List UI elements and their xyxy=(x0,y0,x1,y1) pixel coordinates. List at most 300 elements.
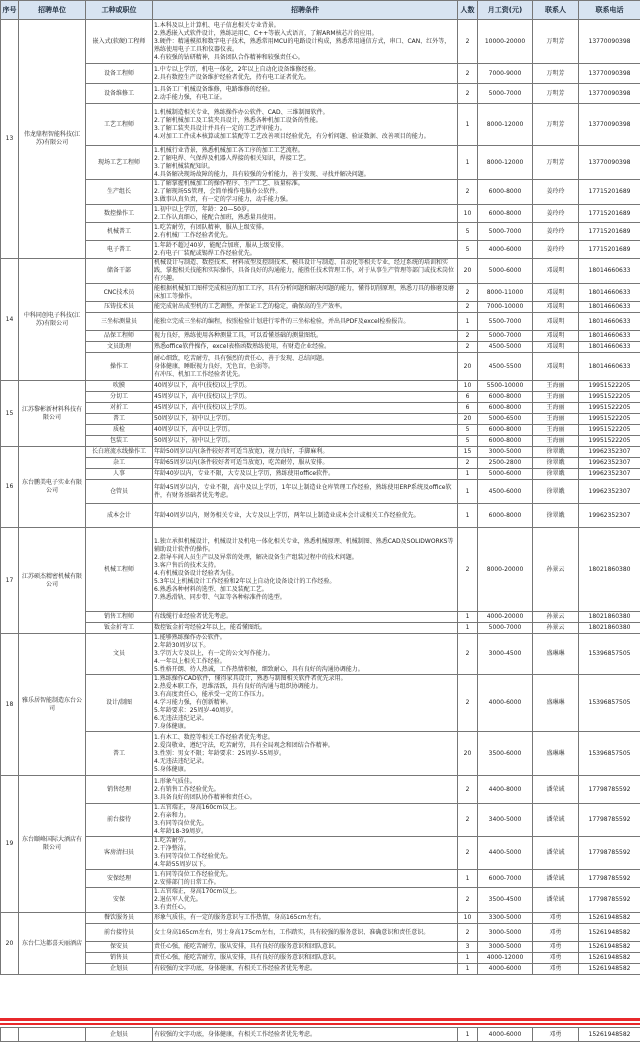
company-cell: 东台鹏美电子实业有限公司 xyxy=(19,447,86,528)
requirements-cell: 有线缆行业经验者优先考虑。 xyxy=(153,612,458,623)
contact-cell: 潘荣诚 xyxy=(533,804,579,837)
contact-cell: 孙景云 xyxy=(533,623,579,634)
wage-cell: 6000-8000 xyxy=(478,436,533,447)
wage-cell: 5500-10000 xyxy=(478,381,533,392)
contact-cell: 王海丽 xyxy=(533,403,579,414)
requirements-cell: 责任心强，能吃苦耐劳，服从安排，具有良好的服务意识和团队意识。 xyxy=(153,953,458,964)
requirements-cell: 1.了解掌握机械加工的操作程序、生产工艺、质量标准。 2.了解现场5S管理，会简单操作电脑办公软件。 3.做事认真负责，有一定的学习能力，动手能力强。 xyxy=(153,180,458,205)
table-row xyxy=(1,84,640,104)
requirements-cell: 责任心强，能吃苦耐劳，服从安排，具有良好的服务意识和团队意识。 xyxy=(153,942,458,953)
contact-cell: 邓勇 xyxy=(533,913,579,924)
position-cell: 操作工 xyxy=(86,353,153,381)
requirements-cell: 40周岁以下，高中以上学历。 xyxy=(153,425,458,436)
requirements-cell: 1.五官端正，身高170cm以上。 2.退伍军人优先。 3.有责任心。 xyxy=(153,888,458,913)
requirements-cell: 能独立完成三坐标的编程，按照检验计划进行零件的三坐标检验，并出具PDF及excel检验报告。 xyxy=(153,313,458,331)
contact-cell: 万明芳 xyxy=(533,104,579,146)
requirements-cell: 50周岁以下，初中以上学历。 xyxy=(153,414,458,425)
seq-cell: 19 xyxy=(1,776,19,913)
contact-cell: 孙景云 xyxy=(533,528,579,612)
requirements-cell: 有较强的文字功底，身体健康，有相关工作经验者优先考虑。 xyxy=(153,1028,458,1042)
requirements-cell: 40周岁以下，高中(技校)以上学历。 xyxy=(153,381,458,392)
wage-cell: 6000-8000 xyxy=(478,205,533,223)
wage-cell: 6000-8000 xyxy=(478,392,533,403)
position-cell: 三坐标测量员 xyxy=(86,313,153,331)
header-company: 招聘单位 xyxy=(19,1,86,20)
repeated-row-fragment xyxy=(0,1027,640,1042)
contact-cell: 邓晟明 xyxy=(533,331,579,342)
phone-cell: 19951522205 xyxy=(579,414,640,425)
wage-cell: 2500-2800 xyxy=(478,458,533,469)
contact-cell: 万明芳 xyxy=(533,64,579,84)
wage-cell: 4400-8000 xyxy=(478,776,533,804)
phone-cell: 15261948582 xyxy=(579,964,640,975)
requirements-cell: 年龄65周岁以内(条件较好者可适当放宽)，吃苦耐劳，服从安排。 xyxy=(153,458,458,469)
wage-cell: 7000-10000 xyxy=(478,302,533,313)
position-cell: 企划员 xyxy=(86,1028,153,1042)
phone-cell: 19951522205 xyxy=(579,392,640,403)
header-requirements: 招聘条件 xyxy=(153,1,458,20)
wage-cell: 3000-5000 xyxy=(478,924,533,942)
phone-cell: 15396857505 xyxy=(579,732,640,776)
table-row xyxy=(1,504,640,528)
count-cell: 1 xyxy=(458,964,478,975)
table-row xyxy=(1,313,640,331)
header-wage: 月工资(元) xyxy=(478,1,533,20)
requirements-cell: 1.能够熟练操作办公软件。 2.年龄30周岁以下。 3.学历大专及以上，有一定的公文写作能力。 4.一年以上相关工作经验。 5.性格开朗、待人热诚，工作热情积极，细致耐心，具有良好的沟通协调能力。 xyxy=(153,634,458,675)
wage-cell: 5000-6500 xyxy=(478,414,533,425)
table-row xyxy=(1,353,640,381)
phone-cell: 17798785592 xyxy=(579,888,640,913)
count-cell: 1 xyxy=(458,146,478,180)
phone-cell: 18014660633 xyxy=(579,331,640,342)
contact-cell: 万明芳 xyxy=(533,146,579,180)
seq-cell: 18 xyxy=(1,634,19,776)
count-cell: 2 xyxy=(458,331,478,342)
wage-cell: 6000-7000 xyxy=(478,870,533,888)
requirements-cell: 1.形象气质佳。 2.有销售工作经验优先。 3.具备良好的团队协作精神和责任心。 xyxy=(153,776,458,804)
count-cell: 2 xyxy=(458,888,478,913)
phone-cell: 18014660633 xyxy=(579,342,640,353)
table-row xyxy=(1,20,640,64)
table-row xyxy=(1,223,640,241)
contact-cell: 王海丽 xyxy=(533,414,579,425)
phone-cell: 13770090398 xyxy=(579,146,640,180)
table-row xyxy=(1,302,640,313)
requirements-cell: 1.吃苦耐劳，有团队精神，服从上级安排。 2.有机械厂工作经验者优先。 xyxy=(153,223,458,241)
wage-cell: 3500-6000 xyxy=(478,732,533,776)
table-row xyxy=(1,732,640,776)
wage-cell: 10000-20000 xyxy=(478,20,533,64)
wage-cell: 5000-7000 xyxy=(478,623,533,634)
position-cell: 吹膜 xyxy=(86,381,153,392)
phone-cell: 19962352307 xyxy=(579,447,640,458)
position-cell: 人事 xyxy=(86,469,153,480)
position-cell: 普工 xyxy=(86,414,153,425)
table-row xyxy=(1,623,640,634)
phone-cell: 17798785592 xyxy=(579,804,640,837)
wage-cell: 6000-8000 xyxy=(478,180,533,205)
table-row xyxy=(1,436,640,447)
position-cell: 销售员 xyxy=(86,953,153,964)
table-row xyxy=(1,953,640,964)
count-cell: 2 xyxy=(458,20,478,64)
count-cell: 1 xyxy=(458,104,478,146)
count-cell: 1 xyxy=(458,870,478,888)
wage-cell: 4400-5000 xyxy=(478,837,533,870)
count-cell: 10 xyxy=(458,381,478,392)
requirements-cell: 年龄40周岁以内，财务相关专业，大专及以上学历，两年以上制造业成本会计或相关工作经验优先。 xyxy=(153,504,458,528)
contact-cell: 潘荣诚 xyxy=(533,888,579,913)
header-row xyxy=(1,1,640,20)
phone-cell: 17715201689 xyxy=(579,241,640,259)
contact-cell: 盛琳琳 xyxy=(533,634,579,675)
requirements-cell: 能根据机械加工图样完成相应的加工工序，具有分析问题和解决问题的能力，懂得切削原理，熟悉刀具的修磨及磨床加工等操作。 xyxy=(153,284,458,302)
count-cell: 2 xyxy=(458,528,478,612)
wage-cell: 6000-8000 xyxy=(478,403,533,414)
wage-cell: 5000-7000 xyxy=(478,223,533,241)
requirements-cell: 1.吃苦耐劳。 2.干净整洁。 3.有同等岗位工作经验优先。 4.年龄55周岁以下。 xyxy=(153,837,458,870)
position-cell: 设备工程师 xyxy=(86,64,153,84)
position-cell: 数控操作工 xyxy=(86,205,153,223)
table-row xyxy=(1,64,640,84)
table-row xyxy=(1,458,640,469)
company-cell: 中科同创电子科技(江苏)有限公司 xyxy=(19,259,86,381)
requirements-cell: 45周岁以下，高中(技校)以上学历。 xyxy=(153,403,458,414)
phone-cell: 18014660633 xyxy=(579,353,640,381)
company-cell: 伟龙鼎程智能科技(江苏)有限公司 xyxy=(19,20,86,259)
phone-cell: 17715201689 xyxy=(579,223,640,241)
requirements-cell: 1.本科及以上计算机、电子信息相关专业背景。 2.熟悉嵌入式软件设计，熟练运用C、C++等嵌入式语言，了解ARM核芯片的应用。 3.硬件：精通模拟和数字电子技术，熟悉常用MCU的电路设计构成，熟悉常用通信方式，串口、CAN、红外等，熟练使用电子工具和仪器仪表。 4.有较强的钻研精神，具备团队合作精神和较强责任心。 xyxy=(153,20,458,64)
position-cell: 成本会计 xyxy=(86,504,153,528)
count-cell: 1 xyxy=(458,612,478,623)
contact-cell: 徐翠娥 xyxy=(533,458,579,469)
phone-cell: 18014660633 xyxy=(579,313,640,331)
wage-cell: 4000-6000 xyxy=(478,964,533,975)
wage-cell: 4000-6000 xyxy=(478,675,533,732)
wage-cell: 5500-7000 xyxy=(478,313,533,331)
count-cell: 1 xyxy=(458,1028,478,1042)
header-phone: 联系电话 xyxy=(579,1,640,20)
phone-cell: 19962352307 xyxy=(579,480,640,504)
table-row xyxy=(1,837,640,870)
position-cell: 企划员 xyxy=(86,964,153,975)
count-cell: 1 xyxy=(458,953,478,964)
wage-cell: 6000-8000 xyxy=(478,504,533,528)
red-divider-line xyxy=(0,1023,640,1025)
contact-cell: 邓勇 xyxy=(533,1028,579,1042)
company-cell: 江苏硕杰精密机械有限公司 xyxy=(19,528,86,634)
wage-cell: 3400-5000 xyxy=(478,804,533,837)
contact-cell: 邓勇 xyxy=(533,942,579,953)
position-cell: 设备维修工 xyxy=(86,84,153,104)
count-cell: 2 xyxy=(458,64,478,84)
phone-cell: 19951522205 xyxy=(579,436,640,447)
wage-cell: 4500-5000 xyxy=(478,342,533,353)
requirements-cell: 1.熟练操作CAD软件，懂得家具设计，熟悉与制图相关软件者优先录用。 2.热爱本职工作，思维活跃，具有良好的沟通与组织协调能力。 3.有高度责任心，能承受一定的工作压力。 4.学习能力强，有创新精神。 5.年龄要求：25周岁-40周岁。 6.无违法违纪记录。 7.身体健康。 xyxy=(153,675,458,732)
count-cell: 2 xyxy=(458,302,478,313)
wage-cell: 5000-6000 xyxy=(478,469,533,480)
table-row xyxy=(1,469,640,480)
table-row xyxy=(1,259,640,284)
contact-cell: 万明芳 xyxy=(533,20,579,64)
position-cell: 设计/制图 xyxy=(86,675,153,732)
requirements-cell: 能完成射出成型机的工艺调整，并保证工艺的稳定，确保高的生产效率。 xyxy=(153,302,458,313)
phone-cell: 19962352307 xyxy=(579,504,640,528)
phone-cell: 13770090398 xyxy=(579,64,640,84)
count-cell: 1 xyxy=(458,313,478,331)
table-row xyxy=(1,1028,640,1042)
position-cell: 嵌入式(软硬)工程师 xyxy=(86,20,153,64)
wage-cell: 8000-12000 xyxy=(478,104,533,146)
requirements-cell: 1.中专以上学历，机电一体化，2年以上自动化设备维修经验。 2.具有数控生产设备维护经验者优先，持有电工证者优先。 xyxy=(153,64,458,84)
count-cell: 2 xyxy=(458,458,478,469)
phone-cell: 15261948582 xyxy=(579,913,640,924)
position-cell: 前台接待 xyxy=(86,804,153,837)
phone-cell: 17798785592 xyxy=(579,837,640,870)
wage-cell: 4500-6000 xyxy=(478,480,533,504)
wage-cell: 7000-9000 xyxy=(478,64,533,84)
count-cell: 2 xyxy=(458,84,478,104)
count-cell: 5 xyxy=(458,436,478,447)
phone-cell: 17715201689 xyxy=(579,205,640,223)
requirements-cell: 耐心细致，吃苦耐劳，具有强烈的责任心，善于发现、总结问题。 身体健康，睡眠视力良好，无色盲，色弱等。 有冲压、机加工工作经验者优先。 xyxy=(153,353,458,381)
count-cell: 15 xyxy=(458,447,478,458)
phone-cell: 19951522205 xyxy=(579,381,640,392)
contact-cell: 潘荣诚 xyxy=(533,776,579,804)
wage-cell: 5000-7000 xyxy=(478,331,533,342)
position-cell: 安保经理 xyxy=(86,870,153,888)
table-row xyxy=(1,241,640,259)
contact-cell: 盛琳琳 xyxy=(533,732,579,776)
position-cell: 安保 xyxy=(86,888,153,913)
phone-cell: 13770090398 xyxy=(579,84,640,104)
position-cell: 品保工程师 xyxy=(86,331,153,342)
requirements-cell: 视力良好，熟练使用各种测量工具，可以看懂基础的测量图纸。 xyxy=(153,331,458,342)
table-row xyxy=(1,675,640,732)
contact-cell: 徐翠娥 xyxy=(533,480,579,504)
contact-cell: 潘荣诚 xyxy=(533,837,579,870)
company-cell: 东台仁达都喜天丽酒店 xyxy=(19,913,86,975)
position-cell: 压铸技术员 xyxy=(86,302,153,313)
position-cell: 销售经理 xyxy=(86,776,153,804)
table-row xyxy=(1,284,640,302)
seq-cell: 20 xyxy=(1,913,19,975)
count-cell: 20 xyxy=(458,259,478,284)
contact-cell: 姜玲玲 xyxy=(533,223,579,241)
contact-cell: 王海丽 xyxy=(533,381,579,392)
requirements-cell: 1.机械行业背景，熟悉机械加工各工序的加工工艺流程。 2.了解电焊、气保焊及机器人焊接的相关知识，焊接工艺。 3.了解机械装配知识。 4.具备解决现场故障的能力，具有较强的分析能力，善于发现、寻找并解决问题。 xyxy=(153,146,458,180)
company-cell: 雅乐居智能制造东台公司 xyxy=(19,634,86,776)
contact-cell: 邓晟明 xyxy=(533,313,579,331)
requirements-cell: 熟悉office软件操作，excel表格函数熟练使用，有财造企业经验。 xyxy=(153,342,458,353)
table-row xyxy=(1,403,640,414)
phone-cell: 19951522205 xyxy=(579,425,640,436)
wage-cell: 8000-11000 xyxy=(478,284,533,302)
count-cell: 2 xyxy=(458,634,478,675)
phone-cell: 18014660633 xyxy=(579,259,640,284)
seq-cell: 13 xyxy=(1,20,19,259)
position-cell: CNC技术员 xyxy=(86,284,153,302)
header-count: 人数 xyxy=(458,1,478,20)
contact-cell: 邓勇 xyxy=(533,964,579,975)
table-row xyxy=(1,964,640,975)
count-cell: 20 xyxy=(458,414,478,425)
requirements-cell: 形象气质佳，有一定的服务意识与工作热情，身高165cm左右。 xyxy=(153,913,458,924)
position-cell: 分切工 xyxy=(86,392,153,403)
table-row xyxy=(1,924,640,942)
table-row xyxy=(1,888,640,913)
contact-cell: 邓晟明 xyxy=(533,353,579,381)
phone-cell: 15261948582 xyxy=(579,924,640,942)
count-cell: 2 xyxy=(458,776,478,804)
wage-cell: 3000-4500 xyxy=(478,634,533,675)
seq-cell: 15 xyxy=(1,381,19,447)
wage-cell: 5000-7000 xyxy=(478,84,533,104)
table-row xyxy=(1,414,640,425)
table-row xyxy=(1,104,640,146)
count-cell: 20 xyxy=(458,732,478,776)
requirements-cell: 1.有同等岗位工作经验优先。 2.安排部门的日常工作。 xyxy=(153,870,458,888)
position-cell: 机械工程师 xyxy=(86,528,153,612)
position-cell: 文员助理 xyxy=(86,342,153,353)
requirements-cell: 1.五官端正，身高160cm以上。 2.有亲和力。 3.有同等岗位优先。 4.年龄18-39周岁。 xyxy=(153,804,458,837)
position-cell: 仓管员 xyxy=(86,480,153,504)
count-cell: 1 xyxy=(458,469,478,480)
count-cell: 5 xyxy=(458,425,478,436)
position-cell: 保安员 xyxy=(86,942,153,953)
position-cell: 工艺工程师 xyxy=(86,104,153,146)
seq-cell: 16 xyxy=(1,447,19,528)
contact-cell: 邓晟明 xyxy=(533,342,579,353)
position-cell: 生产组长 xyxy=(86,180,153,205)
count-cell: 5 xyxy=(458,223,478,241)
count-cell: 2 xyxy=(458,804,478,837)
header-contact: 联系人 xyxy=(533,1,579,20)
contact-cell: 徐翠娥 xyxy=(533,469,579,480)
count-cell: 2 xyxy=(458,180,478,205)
seq-cell: 17 xyxy=(1,528,19,634)
phone-cell: 18014660633 xyxy=(579,302,640,313)
table-row xyxy=(1,331,640,342)
phone-cell: 19951522205 xyxy=(579,403,640,414)
phone-cell: 15261948582 xyxy=(579,942,640,953)
table-row xyxy=(1,870,640,888)
count-cell: 1 xyxy=(458,623,478,634)
wage-cell: 3500-4500 xyxy=(478,888,533,913)
table-row xyxy=(1,480,640,504)
seq-cell xyxy=(1,1028,19,1042)
count-cell: 20 xyxy=(458,353,478,381)
contact-cell: 姜玲玲 xyxy=(533,205,579,223)
company-cell: 江苏黎彬新材料科技有限公司 xyxy=(19,381,86,447)
table-row xyxy=(1,146,640,180)
phone-cell: 18014660633 xyxy=(579,284,640,302)
table-row xyxy=(1,612,640,623)
count-cell: 2 xyxy=(458,342,478,353)
count-cell: 2 xyxy=(458,284,478,302)
position-cell: 杂工 xyxy=(86,458,153,469)
table-row xyxy=(1,205,640,223)
company-cell: 东台颐峰国际大酒店有限公司 xyxy=(19,776,86,913)
position-cell: 包装工 xyxy=(86,436,153,447)
requirements-cell: 45周岁以下，高中(技校)以上学历。 xyxy=(153,392,458,403)
company-cell xyxy=(19,1028,86,1042)
position-cell: 客房清扫员 xyxy=(86,837,153,870)
phone-cell: 19962352307 xyxy=(579,458,640,469)
requirements-cell: 机械设计与制造、数控技术、材料成型及控制技术、模具设计与制造、自动化等相关专业，经过系统的培训和实践，掌握相关技能和实际操作，具备良好的沟通能力，能胜任技术管理工作，对于从事生产管理等部门或技术岗位有兴趣。 xyxy=(153,259,458,284)
wage-cell: 3000-5000 xyxy=(478,447,533,458)
requirements-cell: 1.年龄不超过40岁，能配合加班，服从上级安排。 2.有电子厂装配或锡焊工作经验优先。 xyxy=(153,241,458,259)
contact-cell: 邓晟明 xyxy=(533,302,579,313)
requirements-cell: 有较强的文字功底，身体健康，有相关工作经验者优先考虑。 xyxy=(153,964,458,975)
contact-cell: 王海丽 xyxy=(533,392,579,403)
requirements-cell: 50周岁以下，初中以上学历。 xyxy=(153,436,458,447)
wage-cell: 3000-5000 xyxy=(478,942,533,953)
position-cell: 销售工程师 xyxy=(86,612,153,623)
contact-cell: 万明芳 xyxy=(533,84,579,104)
position-cell: 质检 xyxy=(86,425,153,436)
position-cell: 前台接待员 xyxy=(86,924,153,942)
phone-cell: 15396857505 xyxy=(579,675,640,732)
phone-cell: 17798785592 xyxy=(579,776,640,804)
seq-cell: 14 xyxy=(1,259,19,381)
phone-cell: 15261948582 xyxy=(579,953,640,964)
wage-cell: 4000-20000 xyxy=(478,612,533,623)
count-cell: 6 xyxy=(458,392,478,403)
contact-cell: 潘荣诚 xyxy=(533,870,579,888)
count-cell: 3 xyxy=(458,942,478,953)
position-cell: 文员 xyxy=(86,634,153,675)
contact-cell: 姜玲玲 xyxy=(533,180,579,205)
wage-cell: 8000-20000 xyxy=(478,528,533,612)
count-cell: 10 xyxy=(458,205,478,223)
phone-cell: 17798785592 xyxy=(579,870,640,888)
contact-cell: 邓晟明 xyxy=(533,259,579,284)
contact-cell: 邓勇 xyxy=(533,924,579,942)
wage-cell: 5000-6000 xyxy=(478,259,533,284)
requirements-cell: 年龄50周岁以内(条件较好者可适当放宽)，视力良好，手脚麻利。 xyxy=(153,447,458,458)
table-row xyxy=(1,804,640,837)
contact-cell: 王海丽 xyxy=(533,425,579,436)
header-position: 工种或职位 xyxy=(86,1,153,20)
position-cell: 机械普工 xyxy=(86,223,153,241)
requirements-cell: 女士身高165cm左右，男士身高175cm左右，工作踏实，具有较强的服务意识、准确意识和责任意识。 xyxy=(153,924,458,942)
position-cell: 餐饮服务员 xyxy=(86,913,153,924)
position-cell: 储备干部 xyxy=(86,259,153,284)
table-row xyxy=(1,392,640,403)
count-cell: 2 xyxy=(458,924,478,942)
phone-cell: 17715201689 xyxy=(579,180,640,205)
wage-cell: 3300-5000 xyxy=(478,913,533,924)
position-cell: 现场工艺工程师 xyxy=(86,146,153,180)
table-row xyxy=(1,447,640,458)
count-cell: 5 xyxy=(458,241,478,259)
contact-cell: 盛琳琳 xyxy=(533,675,579,732)
position-cell: 普工 xyxy=(86,732,153,776)
phone-cell: 15261948582 xyxy=(579,1028,640,1042)
contact-cell: 徐翠娥 xyxy=(533,447,579,458)
table-row xyxy=(1,425,640,436)
requirements-cell: 1.初中以上学历，年龄：20—50岁。 2.工作认真细心，能配合加班，熟悉量具使用。 xyxy=(153,205,458,223)
count-cell: 10 xyxy=(458,913,478,924)
contact-cell: 孙景云 xyxy=(533,612,579,623)
contact-cell: 邓晟明 xyxy=(533,284,579,302)
count-cell: 1 xyxy=(458,504,478,528)
header-seq: 序号 xyxy=(1,1,19,20)
requirements-cell: 年龄40岁以内，专业不限，大专及以上学历，熟练使用office软件。 xyxy=(153,469,458,480)
red-divider-line xyxy=(0,1018,640,1021)
table-row xyxy=(1,634,640,675)
